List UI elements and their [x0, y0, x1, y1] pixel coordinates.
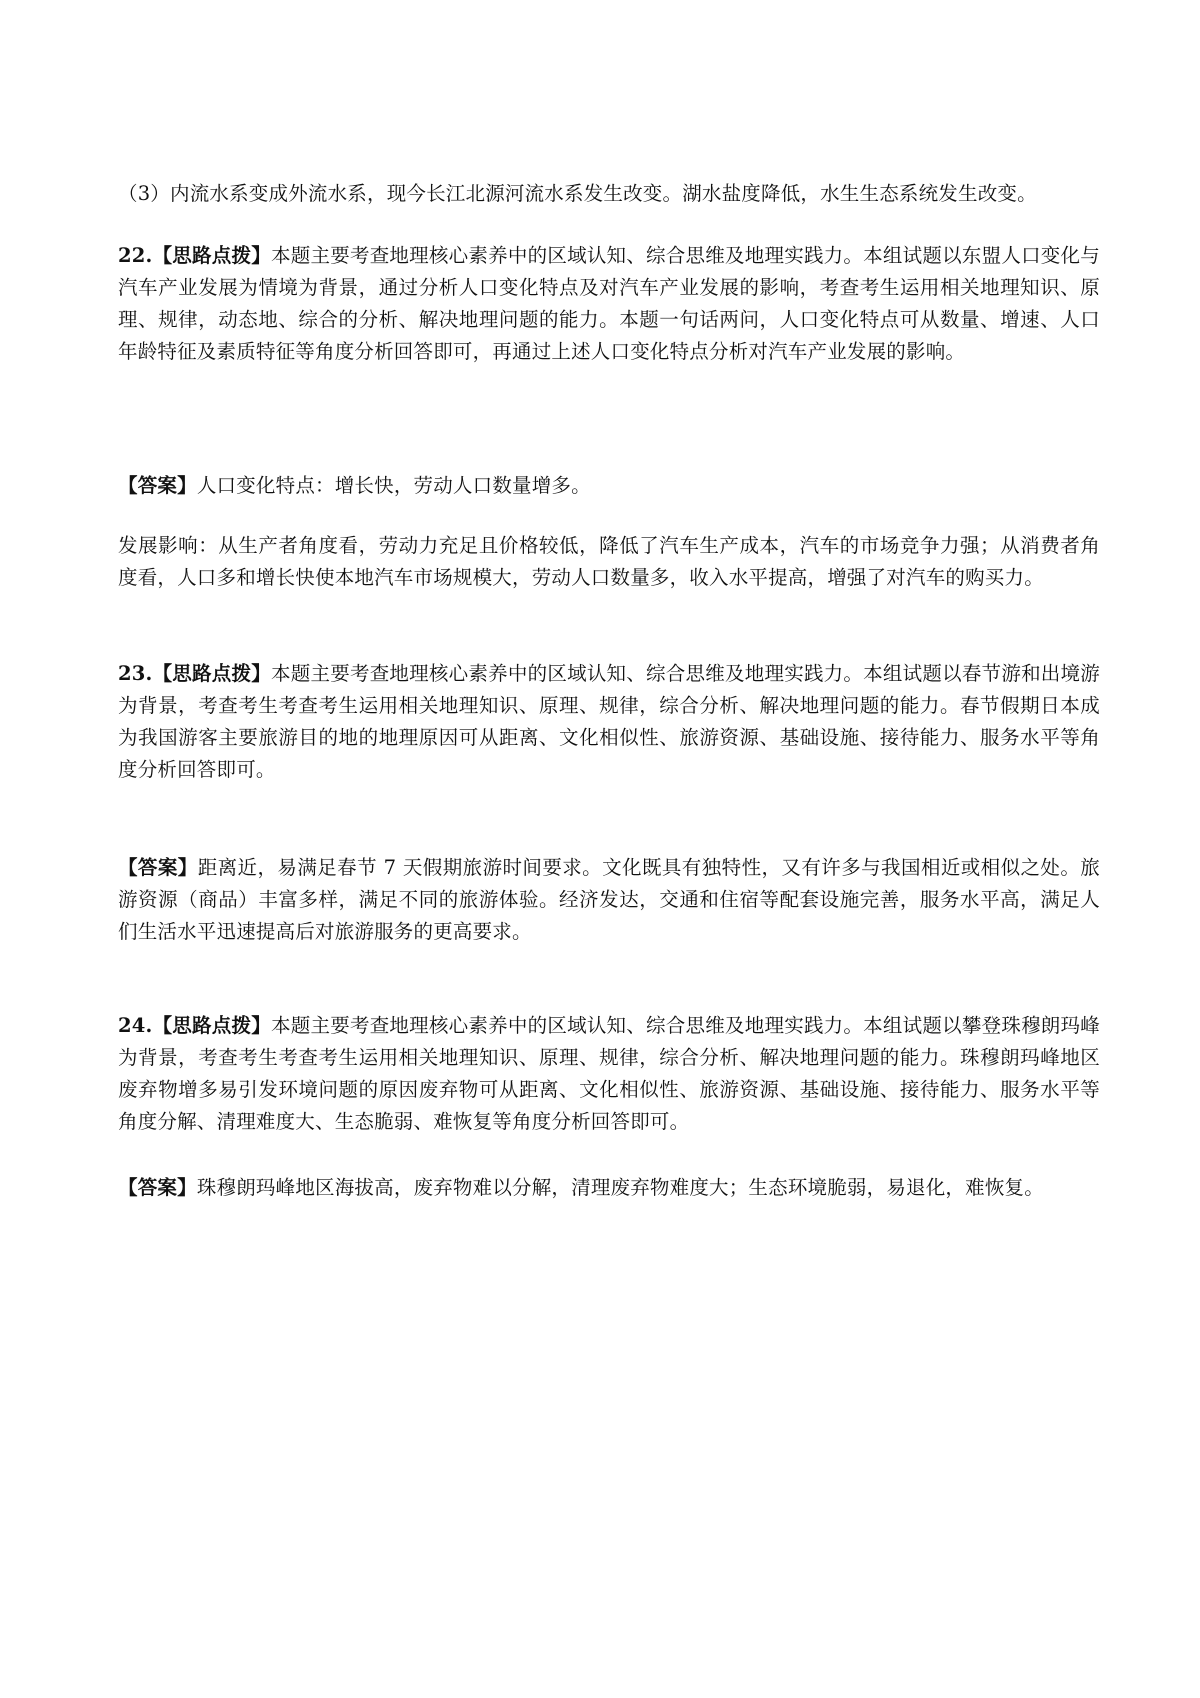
paragraph-lead: 【答案】 — [118, 1176, 197, 1199]
paragraph-lead: 24.【思路点拨】 — [118, 1014, 271, 1037]
paragraph-q22-answer-impact — [118, 530, 1100, 594]
paragraph-q24-answer — [118, 1172, 1100, 1204]
paragraph-lead: 【答案】 — [118, 474, 197, 497]
paragraph-answer-part-3 — [118, 178, 1100, 210]
paragraph-text: 人口变化特点：增长快，劳动人口数量增多。 — [196, 474, 591, 497]
paragraph-lead: 【答案】 — [118, 856, 198, 879]
paragraph-text: 珠穆朗玛峰地区海拔高，废弃物难以分解，清理废弃物难度大；生态环境脆弱，易退化，难恢复。 — [196, 1176, 1044, 1199]
paragraph-lead: 23.【思路点拨】 — [118, 662, 271, 685]
paragraph-q23-answer — [118, 852, 1100, 948]
paragraph-text: 本题主要考查地理核心素养中的区域认知、综合思维及地理实践力。本组试题以东盟人口变化与汽车产业发展为情境为背景，通过分析人口变化特点及对汽车产业发展的影响，考查考生运用相关地理知识、原理、规律，动态地、综合的分析、解决地理问题的能力。本题一句话两问，人口变化特点可从数量、增速、人口年龄特征及素质特征等角度分析回答即可，再通过上述人口变化特点分析对汽车产业发展的影响。 — [118, 244, 1100, 363]
paragraph-q23-hint — [118, 658, 1100, 786]
paragraph-text: 距离近，易满足春节 7 天假期旅游时间要求。文化既具有独特性，又有许多与我国相近或相似之处。旅游资源（商品）丰富多样，满足不同的旅游体验。经济发达，交通和住宿等配套设施完善，服务水平高，满足人们生活水平迅速提高后对旅游服务的更高要求。 — [118, 856, 1100, 943]
paragraph-text: 本题主要考查地理核心素养中的区域认知、综合思维及地理实践力。本组试题以攀登珠穆朗玛峰为背景，考查考生考查考生运用相关地理知识、原理、规律，综合分析、解决地理问题的能力。珠穆朗玛峰地区废弃物增多易引发环境问题的原因废弃物可从距离、文化相似性、旅游资源、基础设施、接待能力、服务水平等角度分解、清理难度大、生态脆弱、难恢复等角度分析回答即可。 — [118, 1014, 1100, 1133]
paragraph-q22-hint — [118, 240, 1100, 368]
paragraph-q22-answer — [118, 470, 1100, 502]
paragraph-text: 本题主要考查地理核心素养中的区域认知、综合思维及地理实践力。本组试题以春节游和出境游为背景，考查考生考查考生运用相关地理知识、原理、规律，综合分析、解决地理问题的能力。春节假期日本成为我国游客主要旅游目的地的地理原因可从距离、文化相似性、旅游资源、基础设施、接待能力、服务水平等角度分析回答即可。 — [118, 662, 1100, 781]
paragraph-q24-hint — [118, 1010, 1100, 1138]
paragraph-text: （3）内流水系变成外流水系，现今长江北源河流水系发生改变。湖水盐度降低，水生生态系统发生改变。 — [118, 182, 1037, 205]
paragraph-lead: 22.【思路点拨】 — [118, 244, 271, 267]
paragraph-text: 发展影响：从生产者角度看，劳动力充足且价格较低，降低了汽车生产成本，汽车的市场竞争力强；从消费者角度看，人口多和增长快使本地汽车市场规模大，劳动人口数量多，收入水平提高，增强了对汽车的购买力。 — [118, 534, 1100, 589]
